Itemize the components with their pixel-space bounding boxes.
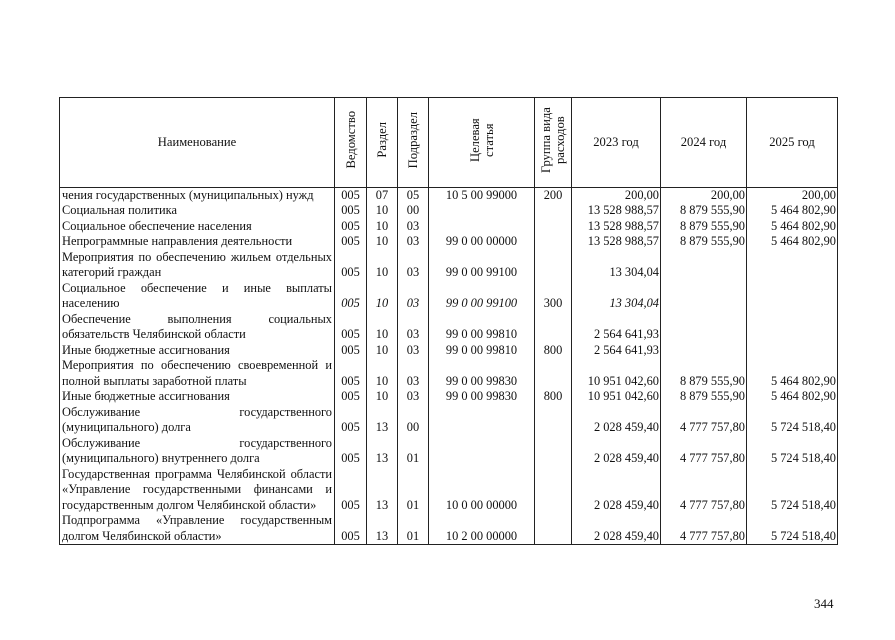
vedomstvo-cell: 005 <box>335 187 367 203</box>
podrazdel-cell: 01 <box>398 436 429 467</box>
budget-table-container <box>59 97 838 545</box>
podrazdel-cell: 01 <box>398 467 429 514</box>
vedomstvo-cell: 005 <box>335 436 367 467</box>
name-cell: Обеспечение выполнения социальных обязательств Челябинской области <box>60 312 335 343</box>
name-cell: Подпрограмма «Управление государственным долгом Челябинской области» <box>60 513 335 545</box>
vedomstvo-cell: 005 <box>335 312 367 343</box>
gruppa-cell <box>535 312 572 343</box>
table-row <box>60 234 838 250</box>
razdel-cell: 10 <box>367 358 398 389</box>
vedomstvo-cell: 005 <box>335 405 367 436</box>
table-row <box>60 389 838 405</box>
celevaya-statya-cell: 99 0 00 99100 <box>429 281 535 312</box>
value-2024-cell <box>661 250 747 281</box>
value-2024-cell: 4 777 757,80 <box>661 513 747 545</box>
value-2025-cell: 5 724 518,40 <box>747 513 838 545</box>
value-2025-cell: 5 464 802,90 <box>747 203 838 219</box>
value-2023-cell: 2 028 459,40 <box>572 467 661 514</box>
name-cell: Социальная политика <box>60 203 335 219</box>
value-2024-cell: 8 879 555,90 <box>661 389 747 405</box>
celevaya-statya-cell: 99 0 00 99830 <box>429 358 535 389</box>
table-row <box>60 343 838 359</box>
value-2025-cell: 5 464 802,90 <box>747 219 838 235</box>
table-row <box>60 187 838 203</box>
name-cell: Иные бюджетные ассигнования <box>60 389 335 405</box>
celevaya-statya-cell <box>429 219 535 235</box>
gruppa-cell <box>535 405 572 436</box>
table-row <box>60 436 838 467</box>
razdel-cell: 10 <box>367 343 398 359</box>
celevaya-statya-cell <box>429 203 535 219</box>
table-row <box>60 405 838 436</box>
value-2025-cell: 5 724 518,40 <box>747 436 838 467</box>
header-gruppa-vida-rashodov: Группа вида расходов <box>535 98 572 188</box>
vedomstvo-cell: 005 <box>335 467 367 514</box>
header-vedomstvo: Ведомство <box>335 98 367 188</box>
celevaya-statya-cell: 10 5 00 99000 <box>429 187 535 203</box>
celevaya-statya-cell: 99 0 00 99830 <box>429 389 535 405</box>
value-2024-cell: 8 879 555,90 <box>661 234 747 250</box>
name-cell: чения государственных (муниципальных) нужд <box>60 187 335 203</box>
table-row <box>60 250 838 281</box>
celevaya-statya-cell <box>429 405 535 436</box>
table-row <box>60 513 838 545</box>
podrazdel-cell: 00 <box>398 405 429 436</box>
value-2023-cell: 13 528 988,57 <box>572 203 661 219</box>
table-body <box>60 187 838 545</box>
header-podrazdel: Подраздел <box>398 98 429 188</box>
header-celevaya-statya: Целевая статья <box>429 98 535 188</box>
name-cell: Мероприятия по обеспечению своевременной и полной выплаты заработной платы <box>60 358 335 389</box>
podrazdel-cell: 03 <box>398 250 429 281</box>
razdel-cell: 10 <box>367 312 398 343</box>
value-2024-cell: 4 777 757,80 <box>661 405 747 436</box>
vedomstvo-cell: 005 <box>335 358 367 389</box>
podrazdel-cell: 05 <box>398 187 429 203</box>
podrazdel-cell: 03 <box>398 281 429 312</box>
vedomstvo-cell: 005 <box>335 281 367 312</box>
razdel-cell: 10 <box>367 389 398 405</box>
gruppa-cell: 800 <box>535 389 572 405</box>
gruppa-cell <box>535 250 572 281</box>
value-2023-cell: 200,00 <box>572 187 661 203</box>
value-2025-cell: 5 724 518,40 <box>747 405 838 436</box>
razdel-cell: 10 <box>367 203 398 219</box>
podrazdel-cell: 03 <box>398 343 429 359</box>
podrazdel-cell: 03 <box>398 234 429 250</box>
gruppa-cell <box>535 203 572 219</box>
value-2024-cell: 8 879 555,90 <box>661 358 747 389</box>
razdel-cell: 13 <box>367 405 398 436</box>
table-row <box>60 358 838 389</box>
vedomstvo-cell: 005 <box>335 389 367 405</box>
razdel-cell: 10 <box>367 281 398 312</box>
value-2024-cell <box>661 343 747 359</box>
vedomstvo-cell: 005 <box>335 513 367 545</box>
table-row <box>60 467 838 514</box>
header-2025: 2025 год <box>747 98 838 188</box>
celevaya-statya-cell: 99 0 00 00000 <box>429 234 535 250</box>
gruppa-cell: 200 <box>535 187 572 203</box>
name-cell: Обслуживание государственного (муниципального) внутреннего долга <box>60 436 335 467</box>
gruppa-cell <box>535 234 572 250</box>
name-cell: Мероприятия по обеспечению жильем отдельных категорий граждан <box>60 250 335 281</box>
razdel-cell: 10 <box>367 234 398 250</box>
value-2024-cell: 200,00 <box>661 187 747 203</box>
gruppa-cell <box>535 436 572 467</box>
value-2023-cell: 13 304,04 <box>572 250 661 281</box>
value-2023-cell: 2 564 641,93 <box>572 343 661 359</box>
name-cell: Обслуживание государственного (муниципального) долга <box>60 405 335 436</box>
header-2024: 2024 год <box>661 98 747 188</box>
value-2025-cell <box>747 312 838 343</box>
value-2023-cell: 2 564 641,93 <box>572 312 661 343</box>
gruppa-cell: 800 <box>535 343 572 359</box>
header-2023: 2023 год <box>572 98 661 188</box>
table-row <box>60 219 838 235</box>
table-header-row <box>60 98 838 188</box>
gruppa-cell <box>535 513 572 545</box>
value-2025-cell: 5 464 802,90 <box>747 234 838 250</box>
name-cell: Социальное обеспечение и иные выплаты населению <box>60 281 335 312</box>
value-2025-cell <box>747 250 838 281</box>
podrazdel-cell: 01 <box>398 513 429 545</box>
value-2024-cell: 4 777 757,80 <box>661 467 747 514</box>
gruppa-cell <box>535 358 572 389</box>
value-2023-cell: 10 951 042,60 <box>572 389 661 405</box>
gruppa-cell <box>535 467 572 514</box>
value-2025-cell <box>747 343 838 359</box>
table-row <box>60 203 838 219</box>
name-cell: Иные бюджетные ассигнования <box>60 343 335 359</box>
header-razdel: Раздел <box>367 98 398 188</box>
celevaya-statya-cell: 10 2 00 00000 <box>429 513 535 545</box>
value-2025-cell <box>747 281 838 312</box>
value-2023-cell: 2 028 459,40 <box>572 436 661 467</box>
name-cell: Непрограммные направления деятельности <box>60 234 335 250</box>
value-2023-cell: 2 028 459,40 <box>572 513 661 545</box>
page-number: 344 <box>814 596 834 611</box>
vedomstvo-cell: 005 <box>335 203 367 219</box>
gruppa-cell <box>535 219 572 235</box>
celevaya-statya-cell: 99 0 00 99810 <box>429 343 535 359</box>
value-2023-cell: 13 528 988,57 <box>572 234 661 250</box>
razdel-cell: 10 <box>367 219 398 235</box>
value-2024-cell <box>661 281 747 312</box>
vedomstvo-cell: 005 <box>335 250 367 281</box>
name-cell: Социальное обеспечение населения <box>60 219 335 235</box>
value-2024-cell <box>661 312 747 343</box>
razdel-cell: 10 <box>367 250 398 281</box>
razdel-cell: 07 <box>367 187 398 203</box>
table-row <box>60 312 838 343</box>
value-2024-cell: 8 879 555,90 <box>661 203 747 219</box>
podrazdel-cell: 03 <box>398 219 429 235</box>
podrazdel-cell: 03 <box>398 389 429 405</box>
value-2025-cell: 5 724 518,40 <box>747 467 838 514</box>
vedomstvo-cell: 005 <box>335 219 367 235</box>
value-2023-cell: 13 528 988,57 <box>572 219 661 235</box>
budget-table <box>59 97 838 545</box>
value-2025-cell: 5 464 802,90 <box>747 358 838 389</box>
header-name: Наименование <box>60 98 335 188</box>
podrazdel-cell: 03 <box>398 358 429 389</box>
value-2023-cell: 10 951 042,60 <box>572 358 661 389</box>
celevaya-statya-cell: 99 0 00 99810 <box>429 312 535 343</box>
value-2023-cell: 2 028 459,40 <box>572 405 661 436</box>
vedomstvo-cell: 005 <box>335 343 367 359</box>
razdel-cell: 13 <box>367 436 398 467</box>
value-2024-cell: 8 879 555,90 <box>661 219 747 235</box>
table-row <box>60 281 838 312</box>
vedomstvo-cell: 005 <box>335 234 367 250</box>
podrazdel-cell: 03 <box>398 312 429 343</box>
razdel-cell: 13 <box>367 513 398 545</box>
podrazdel-cell: 00 <box>398 203 429 219</box>
gruppa-cell: 300 <box>535 281 572 312</box>
name-cell: Государственная программа Челябинской области «Управление государственными финансами и государственным долгом Челябинской области» <box>60 467 335 514</box>
value-2025-cell: 5 464 802,90 <box>747 389 838 405</box>
value-2025-cell: 200,00 <box>747 187 838 203</box>
value-2024-cell: 4 777 757,80 <box>661 436 747 467</box>
value-2023-cell: 13 304,04 <box>572 281 661 312</box>
celevaya-statya-cell: 10 0 00 00000 <box>429 467 535 514</box>
celevaya-statya-cell: 99 0 00 99100 <box>429 250 535 281</box>
celevaya-statya-cell <box>429 436 535 467</box>
razdel-cell: 13 <box>367 467 398 514</box>
